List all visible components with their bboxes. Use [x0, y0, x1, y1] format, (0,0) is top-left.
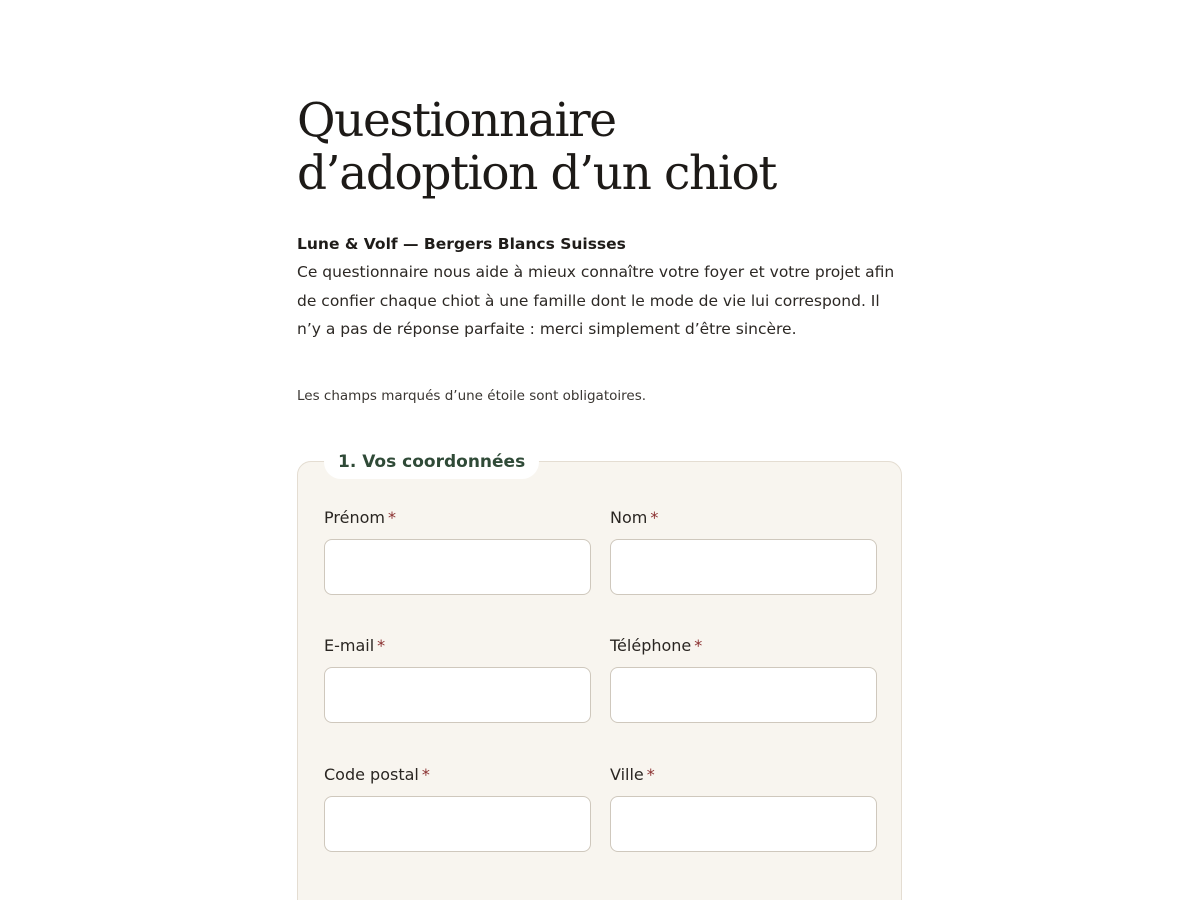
required-star: *: [646, 765, 655, 784]
first-name-input[interactable]: [324, 539, 591, 595]
email-input[interactable]: [324, 667, 591, 723]
postal-code-label: Code postal *: [324, 765, 430, 784]
city-label: Ville *: [610, 765, 655, 784]
postal-code-group: [324, 765, 591, 852]
required-star: *: [421, 765, 430, 784]
page-title-line-2: d’adoption d’un chiot: [297, 146, 776, 201]
required-fields-note: Les champs marqués d’une étoile sont obligatoires.: [297, 388, 647, 404]
first-name-group: [324, 508, 591, 595]
page-title: [297, 94, 857, 200]
last-name-group: [610, 508, 877, 595]
required-star: *: [387, 508, 396, 527]
page-title-line-1: Questionnaire: [297, 93, 616, 148]
intro-text: Ce questionnaire nous aide à mieux connaître votre foyer et votre projet afin de confier chaque chiot à une famille dont le mode de vie lui correspond. Il n’y a pas de réponse parfaite : merci simplement d’être sincère.: [297, 263, 895, 338]
last-name-input[interactable]: [610, 539, 877, 595]
email-label: E-mail *: [324, 636, 386, 655]
required-star: *: [694, 636, 703, 655]
city-group: [610, 765, 877, 852]
required-star: *: [377, 636, 386, 655]
phone-group: [610, 636, 877, 723]
phone-label: Téléphone *: [610, 636, 703, 655]
kennel-name: Lune & Volf — Bergers Blancs Suisses: [297, 235, 626, 253]
required-star: *: [650, 508, 659, 527]
postal-code-input[interactable]: [324, 796, 591, 852]
city-input[interactable]: [610, 796, 877, 852]
email-group: [324, 636, 591, 723]
section-contact-details: [297, 452, 902, 900]
section-legend: 1. Vos coordonnées: [324, 445, 539, 479]
phone-input[interactable]: [610, 667, 877, 723]
first-name-label: Prénom *: [324, 508, 396, 527]
last-name-label: Nom *: [610, 508, 659, 527]
